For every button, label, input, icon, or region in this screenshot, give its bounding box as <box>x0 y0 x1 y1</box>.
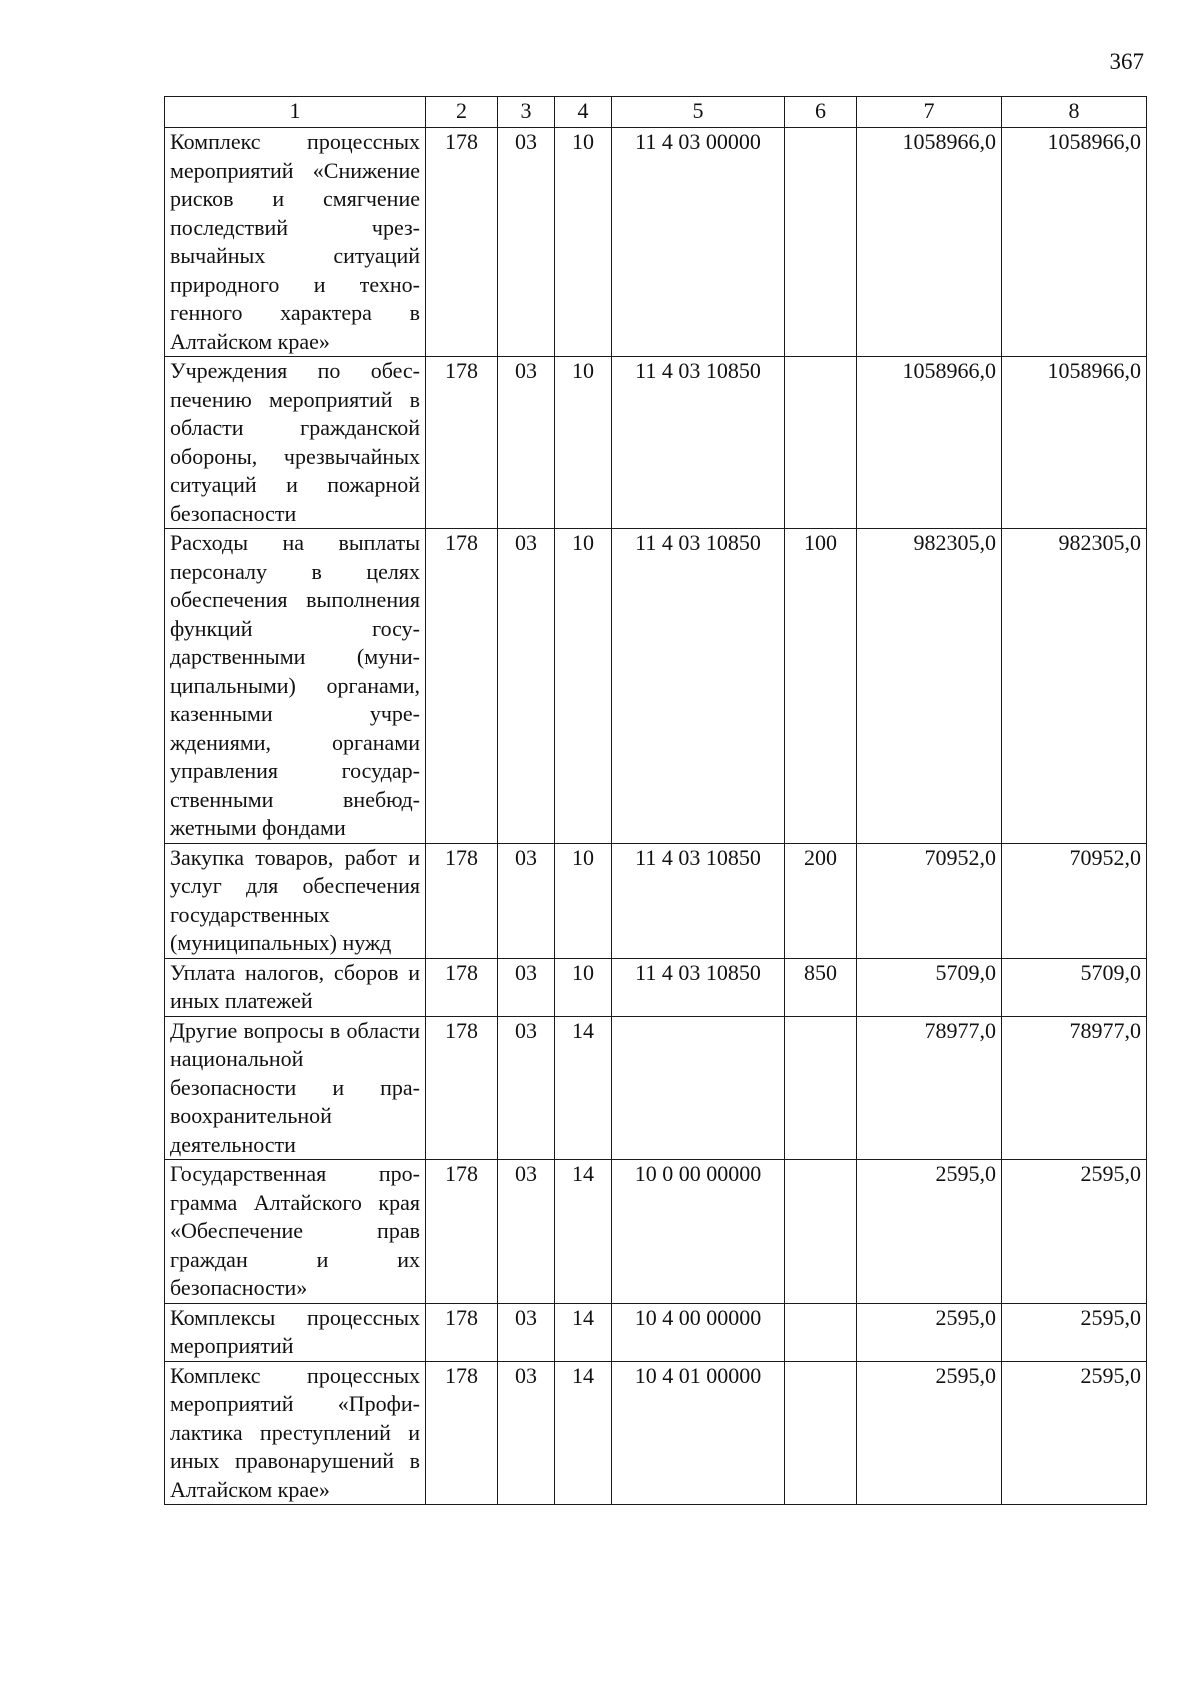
amount-year1-cell: 1058966,0 <box>857 357 1002 529</box>
page-number: 367 <box>1109 49 1144 74</box>
amount-year2-cell: 78977,0 <box>1002 1016 1147 1160</box>
admin-code-cell: 178 <box>426 128 498 357</box>
table-row <box>165 529 1147 844</box>
column-header: 2 <box>426 97 498 128</box>
amount-year2-cell: 982305,0 <box>1002 529 1147 844</box>
row-name-cell: Расходы на выплаты персоналу в целях обеспечения выполнения функций государственными (муниципальными) органами, казенными учреждениями, органами управления государственными внебюджетными фондами <box>165 529 426 844</box>
table-row <box>165 1361 1147 1505</box>
section-cell: 03 <box>498 529 555 844</box>
expense-type-cell: 100 <box>785 529 857 844</box>
amount-year2-cell: 2595,0 <box>1002 1361 1147 1505</box>
row-name-cell: Уплата налогов, сборов и иных платежей <box>165 958 426 1016</box>
admin-code-cell: 178 <box>426 357 498 529</box>
admin-code-cell: 178 <box>426 843 498 958</box>
section-cell: 03 <box>498 1303 555 1361</box>
section-cell: 03 <box>498 958 555 1016</box>
section-cell: 03 <box>498 843 555 958</box>
amount-year2-cell: 2595,0 <box>1002 1160 1147 1304</box>
expense-type-cell <box>785 1016 857 1160</box>
subsection-cell: 14 <box>555 1016 612 1160</box>
subsection-cell: 10 <box>555 529 612 844</box>
column-header: 6 <box>785 97 857 128</box>
amount-year1-cell: 2595,0 <box>857 1361 1002 1505</box>
row-name-cell: Комплекс процессных мероприятий «Профилактика преступлений и иных правонарушений в Алтайском крае» <box>165 1361 426 1505</box>
row-name-cell: Учреждения по обеспечению мероприятий в области гражданской обороны, чрезвычайных ситуаций и пожарной безопасности <box>165 357 426 529</box>
table-row <box>165 843 1147 958</box>
expense-type-cell <box>785 1303 857 1361</box>
target-article-cell: 10 4 01 00000 <box>612 1361 785 1505</box>
column-header: 4 <box>555 97 612 128</box>
column-number-row <box>165 97 1147 128</box>
table-row <box>165 958 1147 1016</box>
subsection-cell: 10 <box>555 958 612 1016</box>
section-cell: 03 <box>498 1361 555 1505</box>
subsection-cell: 14 <box>555 1361 612 1505</box>
amount-year1-cell: 70952,0 <box>857 843 1002 958</box>
target-article-cell: 11 4 03 10850 <box>612 843 785 958</box>
subsection-cell: 10 <box>555 357 612 529</box>
budget-table <box>164 96 1147 1505</box>
target-article-cell: 10 4 00 00000 <box>612 1303 785 1361</box>
target-article-cell: 11 4 03 10850 <box>612 529 785 844</box>
amount-year1-cell: 2595,0 <box>857 1303 1002 1361</box>
expense-type-cell <box>785 1361 857 1505</box>
admin-code-cell: 178 <box>426 1016 498 1160</box>
column-header: 8 <box>1002 97 1147 128</box>
amount-year1-cell: 78977,0 <box>857 1016 1002 1160</box>
column-header: 5 <box>612 97 785 128</box>
table-row <box>165 128 1147 357</box>
row-name-cell: Государственная программа Алтайского края «Обеспечение прав граждан и их безопасности» <box>165 1160 426 1304</box>
target-article-cell <box>612 1016 785 1160</box>
admin-code-cell: 178 <box>426 1361 498 1505</box>
amount-year2-cell: 5709,0 <box>1002 958 1147 1016</box>
subsection-cell: 14 <box>555 1303 612 1361</box>
admin-code-cell: 178 <box>426 958 498 1016</box>
column-header: 1 <box>165 97 426 128</box>
admin-code-cell: 178 <box>426 529 498 844</box>
table-body <box>165 128 1147 1505</box>
target-article-cell: 11 4 03 10850 <box>612 958 785 1016</box>
column-header: 7 <box>857 97 1002 128</box>
table-row <box>165 1016 1147 1160</box>
target-article-cell: 10 0 00 00000 <box>612 1160 785 1304</box>
section-cell: 03 <box>498 1016 555 1160</box>
column-header: 3 <box>498 97 555 128</box>
amount-year2-cell: 70952,0 <box>1002 843 1147 958</box>
table-row <box>165 1160 1147 1304</box>
subsection-cell: 14 <box>555 1160 612 1304</box>
admin-code-cell: 178 <box>426 1160 498 1304</box>
subsection-cell: 10 <box>555 843 612 958</box>
amount-year1-cell: 5709,0 <box>857 958 1002 1016</box>
expense-type-cell: 200 <box>785 843 857 958</box>
section-cell: 03 <box>498 357 555 529</box>
amount-year2-cell: 2595,0 <box>1002 1303 1147 1361</box>
row-name-cell: Другие вопросы в области национальной безопасности и правоохранительной деятельности <box>165 1016 426 1160</box>
table-row <box>165 1303 1147 1361</box>
expense-type-cell <box>785 128 857 357</box>
amount-year1-cell: 2595,0 <box>857 1160 1002 1304</box>
section-cell: 03 <box>498 1160 555 1304</box>
admin-code-cell: 178 <box>426 1303 498 1361</box>
row-name-cell: Закупка товаров, работ и услуг для обеспечения государственных (муниципальных) нужд <box>165 843 426 958</box>
subsection-cell: 10 <box>555 128 612 357</box>
amount-year1-cell: 982305,0 <box>857 529 1002 844</box>
amount-year1-cell: 1058966,0 <box>857 128 1002 357</box>
row-name-cell: Комплексы процессных мероприятий <box>165 1303 426 1361</box>
amount-year2-cell: 1058966,0 <box>1002 357 1147 529</box>
amount-year2-cell: 1058966,0 <box>1002 128 1147 357</box>
expense-type-cell <box>785 357 857 529</box>
row-name-cell: Комплекс процессных мероприятий «Снижение рисков и смягчение последствий чрезвычайных ситуаций природного и техногенного характера в Алтайском крае» <box>165 128 426 357</box>
section-cell: 03 <box>498 128 555 357</box>
target-article-cell: 11 4 03 00000 <box>612 128 785 357</box>
target-article-cell: 11 4 03 10850 <box>612 357 785 529</box>
expense-type-cell <box>785 1160 857 1304</box>
table-row <box>165 357 1147 529</box>
expense-type-cell: 850 <box>785 958 857 1016</box>
